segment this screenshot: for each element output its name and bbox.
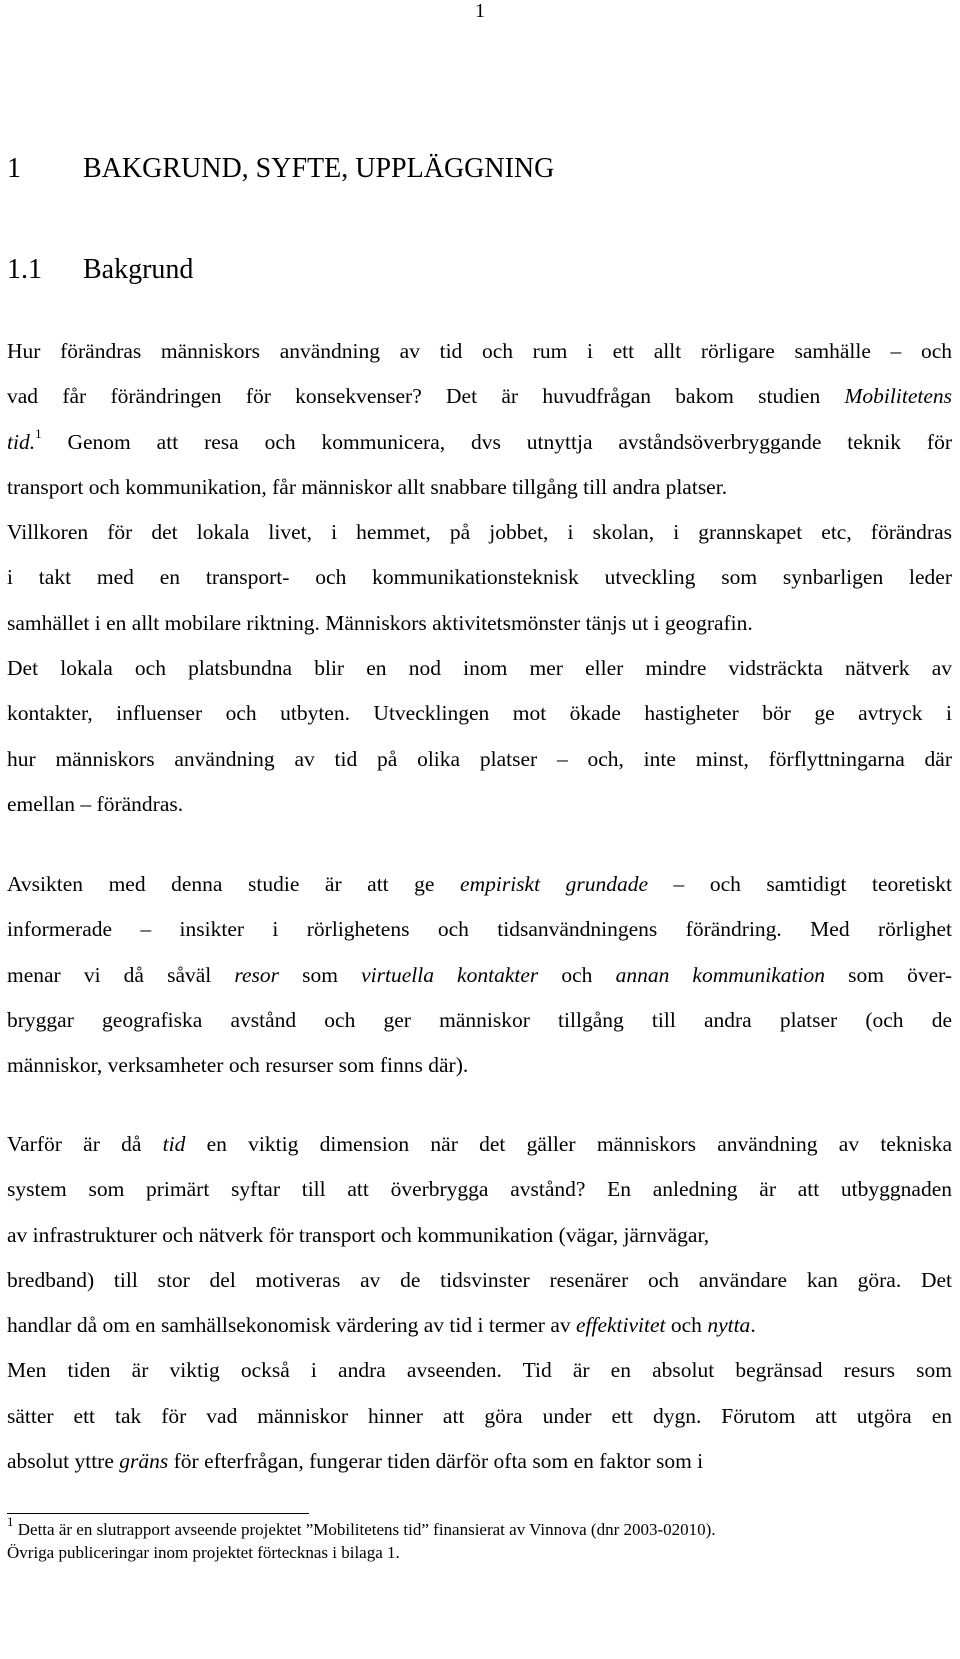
section-number: 1.1	[7, 254, 42, 285]
chapter-heading	[7, 153, 555, 185]
text-line: Villkoren för det lokala livet, i hemmet, på jobbet, i skolan, i grannskapet etc, förändras	[7, 520, 952, 545]
text-line: tid.$^1$ Genom att resa och kommunicera, dvs utnyttja avståndsöverbryggande teknik för	[7, 426, 952, 454]
study-title: Mobilitetens	[844, 384, 952, 409]
footnote-line: Övriga publiceringar inom projektet förtecknas i bilaga 1.	[7, 1543, 400, 1562]
text-line: Men tiden är viktig också i andra avseenden. Tid är en absolut begränsad resurs som	[7, 1358, 952, 1383]
paragraph-background	[7, 329, 952, 827]
text-line: kontakter, influenser och utbyten. Utvecklingen mot ökade hastigheter bör ge avtryck i	[7, 701, 952, 726]
text-line: hur människors användning av tid på olika platser – och, inte minst, förflyttningarna där	[7, 746, 952, 771]
text-line: sätter ett tak för vad människor hinner att göra under ett dygn. Förutom att utgöra en	[7, 1403, 952, 1428]
section-heading	[7, 254, 194, 286]
footnote-reference: 1	[35, 426, 42, 442]
text-line: vad får förändringen för konsekvenser? Det är huvudfrågan bakom studien Mobilitetens	[7, 384, 952, 409]
text-line: bryggar geografiska avstånd och ger människor tillgång till andra platser (och de	[7, 1007, 952, 1032]
footnote-separator	[7, 1513, 309, 1514]
section-title: Bakgrund	[83, 254, 194, 285]
footnote	[7, 1514, 952, 1564]
text-line: system som primärt syftar till att överbrygga avstånd? En anledning är att utbyggnaden	[7, 1177, 952, 1202]
text-line: Hur förändras människors användning av tid och rum i ett allt rörligare samhälle – och	[7, 339, 952, 363]
page-number: 1	[475, 0, 485, 22]
text-line: Varför är då tid en viktig dimension när det gäller människors användning av tekniska	[7, 1132, 952, 1156]
text-line: av infrastrukturer och nätverk för transport och kommunikation (vägar, järnvägar,	[7, 1222, 710, 1247]
paragraph-purpose	[7, 862, 952, 1088]
text-line: menar vi då såväl resor som virtuella kontakter och annan kommunikation som över-	[7, 962, 953, 987]
footnote-marker: 1	[7, 1514, 14, 1530]
text-line: bredband) till stor del motiveras av de tidsvinster resenärer och användare kan göra. Det	[7, 1267, 952, 1292]
footnote-line: $^1$ Detta är en slutrapport avseende projektet ”Mobilitetens tid” finansierat av Vinnova (dnr 2003-02010).	[7, 1514, 716, 1539]
chapter-title: BAKGRUND, SYFTE, UPPLÄGGNING	[83, 153, 555, 184]
chapter-number: 1	[7, 153, 21, 184]
text-line: Avsikten med denna studie är att ge empiriskt grundade – och samtidigt teoretiskt	[7, 872, 952, 896]
text-line: samhället i en allt mobilare riktning. Människors aktivitetsmönster tänjs ut i geografin.	[7, 610, 753, 635]
text-line: handlar då om en samhällsekonomisk värdering av tid i termer av effektivitet och nytta.	[7, 1313, 756, 1338]
text-line: informerade – insikter i rörlighetens och tidsanvändningens förändring. Med rörlighet	[7, 917, 952, 942]
paragraph-time	[7, 1122, 952, 1484]
text-line: absolut yttre gräns för efterfrågan, fungerar tiden därför ofta som en faktor som i	[7, 1449, 704, 1474]
text-line: i takt med en transport- och kommunikationsteknisk utveckling som synbarligen leder	[7, 565, 952, 590]
text-line: transport och kommunikation, får människor allt snabbare tillgång till andra platser.	[7, 474, 728, 499]
text-line: emellan – förändras.	[7, 791, 184, 816]
text-line: Det lokala och platsbundna blir en nod inom mer eller mindre vidsträckta nätverk av	[7, 656, 952, 681]
text-line: människor, verksamheter och resurser som finns där).	[7, 1053, 469, 1078]
